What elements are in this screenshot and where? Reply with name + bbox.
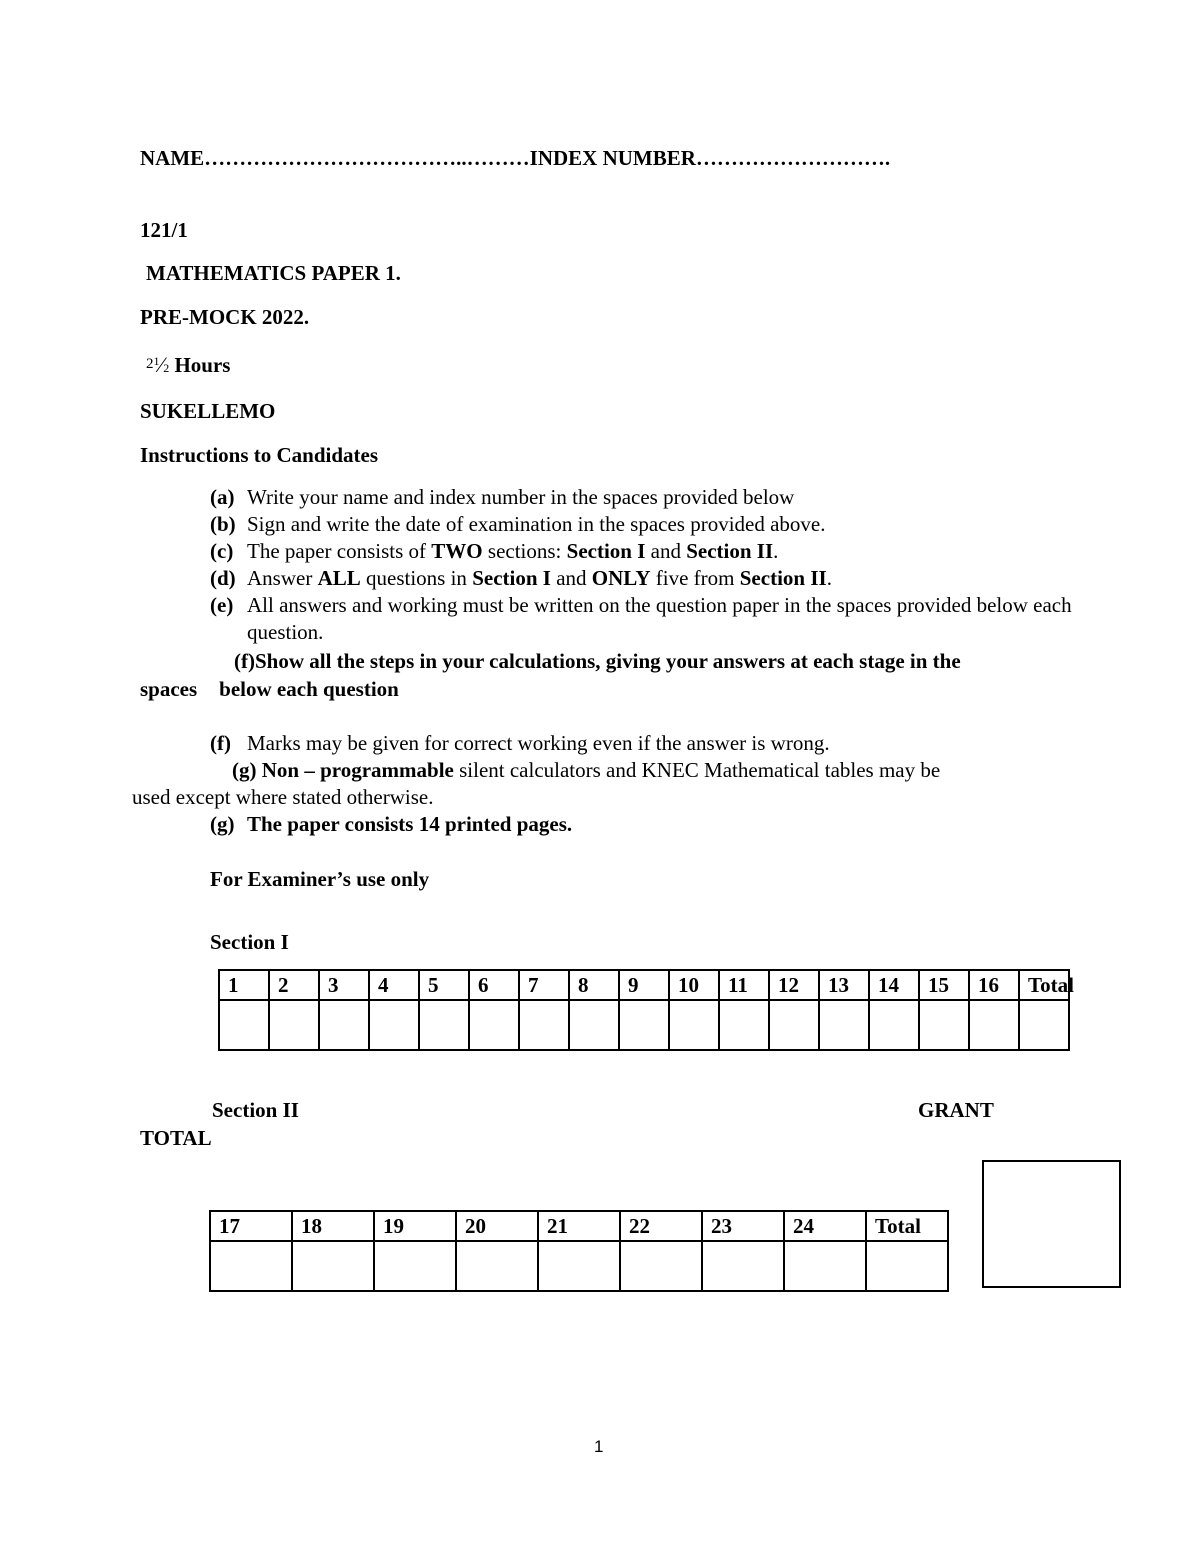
duration-whole: 2	[146, 356, 154, 372]
section2-header-row	[210, 1211, 948, 1241]
section1-header-cell: 1	[219, 970, 269, 1000]
instruction-segment: sections:	[482, 539, 567, 563]
instruction-segment: Write your name and index number in the spaces provided below	[247, 485, 795, 509]
section2-header-cell: 17	[210, 1211, 292, 1241]
section1-header-row	[219, 970, 1069, 1000]
section1-header-cell: 3	[319, 970, 369, 1000]
instruction-segment: ONLY	[591, 566, 651, 590]
instruction-g-calculators	[232, 758, 940, 783]
page-number: 1	[594, 1437, 604, 1456]
section1-label: Section I	[210, 930, 289, 954]
section2-score-cell[interactable]	[374, 1241, 456, 1291]
section2-score-cell[interactable]	[702, 1241, 784, 1291]
instruction-g1-text: silent calculators and KNEC Mathematical tables may be	[453, 758, 941, 782]
section1-score-cell[interactable]	[669, 1000, 719, 1050]
section1-score-cell[interactable]	[219, 1000, 269, 1050]
section1-score-cell[interactable]	[1019, 1000, 1069, 1050]
section1-score-table	[218, 969, 1074, 1051]
section1-score-cell[interactable]	[919, 1000, 969, 1050]
instruction-f-bold-line2a: spaces	[140, 677, 198, 701]
instruction-text	[247, 539, 778, 563]
section2-score-cell[interactable]	[456, 1241, 538, 1291]
instruction-segment: Section II	[739, 566, 827, 590]
instruction-item	[210, 592, 1090, 646]
instruction-segment: Section I	[566, 539, 646, 563]
instruction-f-bold-line2b: below each question	[219, 677, 399, 701]
exam-title: PRE-MOCK 2022.	[140, 305, 310, 329]
section1-score-cell[interactable]	[369, 1000, 419, 1050]
section1-header-cell: 4	[369, 970, 419, 1000]
instruction-f-label: (f)	[210, 731, 231, 755]
instruction-segment: Section I	[472, 566, 551, 590]
section1-header-cell: 2	[269, 970, 319, 1000]
instruction-segment: Sign and write the date of examination in the spaces provided above.	[247, 512, 826, 536]
instruction-segment: All answers and working must be written on the question paper in the spaces provided below each question.	[247, 593, 1072, 644]
instruction-segment: questions in	[360, 566, 473, 590]
instructions-heading: Instructions to Candidates	[140, 443, 379, 467]
instruction-label: (d)	[210, 566, 236, 590]
section2-header-cell: 18	[292, 1211, 374, 1241]
instruction-segment: .	[773, 539, 779, 563]
instruction-item	[210, 565, 1090, 592]
section2-header-cell: 21	[538, 1211, 620, 1241]
instruction-f-marks	[210, 731, 830, 756]
school-name: SUKELLEMO	[140, 399, 276, 423]
section1-header-cell: 6	[469, 970, 519, 1000]
instructions-list	[210, 484, 1090, 646]
instruction-segment: and	[550, 566, 592, 590]
instruction-segment: .	[826, 566, 832, 590]
section2-score-row	[210, 1241, 948, 1291]
section1-header-cell: 13	[819, 970, 869, 1000]
instruction-item	[210, 484, 1090, 511]
instruction-g2-text: The paper consists 14 printed pages.	[247, 812, 573, 836]
section1-score-cell[interactable]	[819, 1000, 869, 1050]
instruction-segment: TWO	[431, 539, 483, 563]
instruction-text	[247, 512, 826, 536]
instruction-segment: Answer	[247, 566, 318, 590]
instruction-label: (e)	[210, 593, 234, 617]
instruction-text	[247, 593, 1072, 644]
section1-header-cell: 16	[969, 970, 1019, 1000]
instruction-text	[247, 485, 794, 509]
instruction-f-text: Marks may be given for correct working even if the answer is wrong.	[247, 731, 830, 755]
section1-score-cell[interactable]	[519, 1000, 569, 1050]
instruction-text	[247, 566, 832, 590]
section1-score-cell[interactable]	[769, 1000, 819, 1050]
grand-total-box[interactable]	[982, 1160, 1121, 1288]
section2-header-cell: Total	[866, 1211, 948, 1241]
section2-score-table	[209, 1210, 949, 1292]
paper-code: 121/1	[140, 218, 188, 242]
instruction-segment: five from	[650, 566, 740, 590]
instruction-f-bold-line1: (f)Show all the steps in your calculations, giving your answers at each stage in the	[234, 649, 961, 673]
duration: $2^1⁄2$ Hours	[146, 352, 231, 377]
section1-score-cell[interactable]	[469, 1000, 519, 1050]
instruction-g1-line2: used except where stated otherwise.	[132, 785, 434, 809]
section1-header-cell: 11	[719, 970, 769, 1000]
instruction-segment: and	[645, 539, 687, 563]
name-index-line: NAME………………………………..………INDEX NUMBER……………………….	[140, 146, 891, 170]
section2-header-cell: 24	[784, 1211, 866, 1241]
section1-score-cell[interactable]	[569, 1000, 619, 1050]
section1-header-cell: 7	[519, 970, 569, 1000]
section2-score-cell[interactable]	[538, 1241, 620, 1291]
instruction-segment: The paper consists of	[247, 539, 432, 563]
section1-score-cell[interactable]	[719, 1000, 769, 1050]
instruction-segment: ALL	[317, 566, 361, 590]
instruction-g1-bold: Non – programmable	[261, 758, 454, 782]
grant-label: GRANT	[918, 1098, 994, 1122]
section2-score-cell[interactable]	[866, 1241, 948, 1291]
section1-score-cell[interactable]	[419, 1000, 469, 1050]
section2-label: Section II	[212, 1098, 299, 1122]
section1-score-cell[interactable]	[969, 1000, 1019, 1050]
section2-header-cell: 19	[374, 1211, 456, 1241]
section1-score-cell[interactable]	[319, 1000, 369, 1050]
instruction-label: (c)	[210, 539, 234, 563]
section2-score-cell[interactable]	[784, 1241, 866, 1291]
section1-header-cell: 8	[569, 970, 619, 1000]
instruction-g-pages	[210, 812, 572, 837]
section1-score-cell[interactable]	[869, 1000, 919, 1050]
duration-denominator: 2	[163, 361, 170, 375]
instruction-segment: Section II	[686, 539, 774, 563]
section1-header-cell: 12	[769, 970, 819, 1000]
instruction-g1-label: (g)	[232, 758, 257, 782]
section2-score-cell[interactable]	[620, 1241, 702, 1291]
section2-score-cell[interactable]	[292, 1241, 374, 1291]
paper-subject: MATHEMATICS PAPER 1.	[146, 261, 401, 285]
instruction-label: (a)	[210, 485, 235, 509]
section1-header-cell: 5	[419, 970, 469, 1000]
section1-score-cell[interactable]	[269, 1000, 319, 1050]
duration-unit: Hours	[174, 353, 231, 377]
duration-numerator: 1	[153, 354, 160, 368]
section1-header-cell: 14	[869, 970, 919, 1000]
section1-header-cell: Total	[1019, 970, 1069, 1000]
section2-header-cell: 20	[456, 1211, 538, 1241]
examiner-heading: For Examiner’s use only	[210, 867, 430, 891]
section1-header-cell: 15	[919, 970, 969, 1000]
instruction-item	[210, 538, 1090, 565]
section2-header-cell: 23	[702, 1211, 784, 1241]
section1-header-cell: 9	[619, 970, 669, 1000]
section1-score-row	[219, 1000, 1069, 1050]
instruction-f-bold-line2	[140, 677, 399, 702]
instruction-item	[210, 511, 1090, 538]
section2-score-cell[interactable]	[210, 1241, 292, 1291]
section1-header-cell: 10	[669, 970, 719, 1000]
section2-header-cell: 22	[620, 1211, 702, 1241]
instruction-g2-label: (g)	[210, 812, 235, 836]
section1-score-cell[interactable]	[619, 1000, 669, 1050]
total-label: TOTAL	[140, 1126, 212, 1150]
instruction-label: (b)	[210, 512, 236, 536]
